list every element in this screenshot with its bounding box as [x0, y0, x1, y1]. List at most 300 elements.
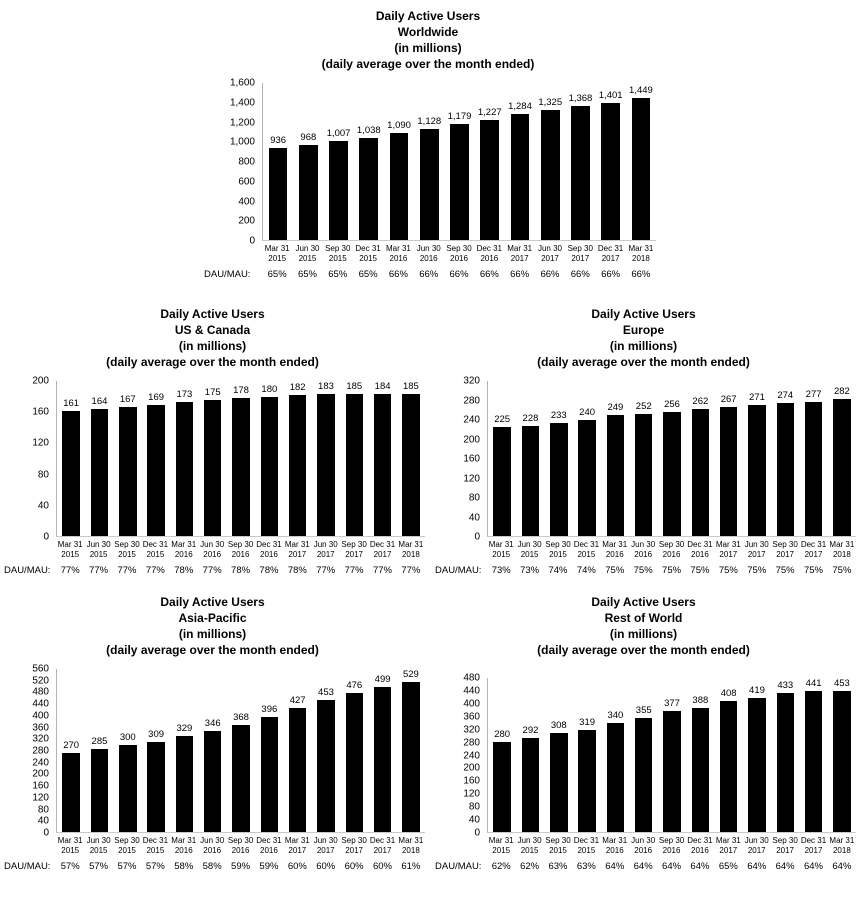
dau-mau-value: 65% [358, 269, 378, 280]
bar-slot [199, 381, 227, 536]
x-tick-label: Jun 30 2017 [744, 540, 769, 559]
x-tick-label: Dec 31 2015 [355, 244, 381, 263]
x-tick-label: Mar 31 2018 [628, 244, 654, 263]
dau-mau-value: 78% [174, 565, 194, 576]
bar [748, 698, 766, 832]
dau-mau-value: 60% [344, 861, 364, 872]
bar [119, 407, 137, 536]
y-tick-label: 0 [43, 827, 49, 839]
y-axis [0, 663, 56, 839]
dau-mau-value: 61% [401, 861, 421, 872]
chart-body [200, 77, 656, 247]
axis-spacer [0, 836, 56, 856]
bar-value-label: 309 [148, 729, 165, 741]
x-tick-label: Mar 31 2018 [398, 836, 424, 855]
dau-mau-value: 66% [601, 269, 621, 280]
bar-slot [57, 669, 85, 832]
dau-mau-value: 57% [60, 861, 80, 872]
bar-slot [142, 669, 170, 832]
y-tick-label: 400 [238, 196, 255, 207]
bar [346, 394, 364, 536]
y-tick-label: 440 [32, 698, 49, 710]
dau-mau-value: 75% [803, 565, 823, 576]
x-tick-label: Mar 31 2018 [829, 836, 855, 855]
bar-value-label: 368 [233, 711, 249, 723]
y-tick-label: 360 [32, 722, 49, 734]
x-tick-label: Dec 31 2016 [256, 836, 282, 855]
y-tick-label: 520 [32, 675, 49, 687]
x-tick-label: Mar 31 2017 [284, 540, 310, 559]
x-tick-label: Jun 30 2015 [295, 244, 320, 263]
y-tick-label: 200 [238, 215, 255, 227]
chart-title-region: US & Canada [174, 323, 251, 337]
bar-slot [368, 669, 396, 832]
chart-title-region: Asia-Pacific [178, 611, 247, 625]
bar [289, 708, 307, 832]
bar-value-label: 329 [176, 723, 193, 735]
chart-title-note: (daily average over the month ended) [537, 643, 750, 657]
dau-mau-value: 75% [747, 565, 767, 576]
bar-value-label: 185 [346, 381, 363, 392]
x-axis [431, 540, 856, 560]
x-tick-label: Sep 30 2017 [772, 540, 798, 559]
bar-value-label: 271 [749, 391, 765, 403]
x-tick-label: Sep 30 2017 [567, 244, 593, 263]
bar-slot [85, 669, 113, 832]
x-tick-label: Dec 31 2015 [142, 540, 169, 559]
chart-title-line: Daily Active Users [160, 307, 265, 321]
x-tick-labels [262, 244, 656, 264]
bar [62, 411, 80, 536]
chart-title-region: Worldwide [397, 25, 459, 39]
dau-mau-value: 77% [316, 565, 336, 576]
x-tick-label: Mar 31 2016 [171, 836, 197, 855]
dau-mau-value: 64% [605, 861, 625, 872]
chart-title-units: (in millions) [609, 339, 678, 353]
bar-slot [771, 381, 799, 536]
x-tick-label: Mar 31 2015 [488, 540, 514, 559]
x-tick-label: Mar 31 2016 [602, 540, 628, 559]
x-tick-label: Dec 31 2017 [800, 836, 827, 855]
bar-slot [397, 381, 425, 536]
x-tick-label: Dec 31 2017 [369, 540, 396, 559]
x-tick-label: Sep 30 2015 [114, 540, 140, 559]
dau-mau-value: 62% [520, 861, 540, 872]
bar-slot [312, 381, 340, 536]
bar-slot [565, 83, 595, 240]
dau-mau-value: 66% [449, 269, 469, 280]
dau-mau-value: 64% [747, 861, 767, 872]
bar-slot [142, 381, 170, 536]
bar-value-label: 427 [289, 694, 306, 706]
bar [833, 691, 851, 832]
dau-mau-values [487, 565, 856, 576]
x-tick-label: Jun 30 2017 [313, 540, 338, 559]
bar-slot [312, 669, 340, 832]
y-tick-label: 200 [32, 768, 49, 780]
bar-slot [573, 678, 601, 832]
bar-value-label: 169 [148, 392, 165, 404]
y-tick-label: 80 [468, 801, 480, 813]
bar-value-label: 377 [664, 698, 680, 710]
bar-slot [414, 83, 444, 240]
x-tick-labels [56, 540, 425, 560]
dau-mau-value: 58% [202, 861, 222, 872]
y-tick-label: 320 [463, 724, 480, 736]
y-tick-label: 200 [463, 434, 480, 445]
x-tick-label: Jun 30 2016 [200, 836, 225, 855]
bar-value-label: 1,128 [417, 116, 442, 128]
bar-slot [488, 381, 516, 536]
dau-mau-value: 75% [718, 565, 738, 576]
dau-mau-value: 58% [174, 861, 194, 872]
bar-slot [771, 678, 799, 832]
bar-slot [658, 678, 686, 832]
dau-mau-value: 65% [297, 269, 317, 280]
dau-mau-value: 57% [145, 861, 165, 872]
x-tick-label: Sep 30 2016 [227, 540, 254, 559]
bar-slot [340, 669, 368, 832]
bar-value-label: 499 [374, 673, 391, 685]
dau-mau-value: 74% [548, 565, 568, 576]
bar [601, 103, 620, 240]
chart-title-units: (in millions) [178, 339, 247, 353]
plot-area [487, 381, 856, 537]
x-tick-label: Sep 30 2015 [325, 244, 351, 263]
x-tick-label: Mar 31 2017 [284, 836, 310, 855]
chart-title-units: (in millions) [394, 41, 462, 55]
chart-title-line: Daily Active Users [591, 307, 696, 321]
bar-slot [658, 381, 686, 536]
bar-slot [85, 381, 113, 536]
x-tick-label: Sep 30 2017 [341, 540, 367, 559]
dau-mau-value: 57% [89, 861, 109, 872]
bar [402, 394, 420, 536]
bar-value-label: 256 [664, 399, 680, 410]
dau-mau-value: 77% [401, 565, 421, 576]
x-tick-label: Mar 31 2017 [715, 540, 741, 559]
bar-value-label: 1,325 [538, 96, 563, 108]
bar-slot [545, 678, 573, 832]
bar [269, 148, 288, 240]
x-tick-label: Jun 30 2017 [313, 836, 338, 855]
bar-slot [384, 83, 414, 240]
plot-area [262, 83, 656, 241]
chart-body [0, 375, 425, 543]
bar [635, 414, 653, 536]
bar-slot [284, 381, 312, 536]
bar [147, 742, 165, 832]
chart-title-region: Europe [622, 323, 665, 337]
bar [359, 138, 378, 240]
bar-slot [715, 381, 743, 536]
x-tick-label: Mar 31 2015 [57, 540, 83, 559]
dau-mau-value: 75% [605, 565, 625, 576]
x-axis [200, 244, 656, 264]
y-tick-label: 1,400 [229, 97, 255, 109]
dau-mau-value: 65% [718, 861, 738, 872]
bar-slot [284, 669, 312, 832]
bar-slot [57, 381, 85, 536]
bar [261, 397, 279, 537]
dau-mau-value: 64% [832, 861, 852, 872]
chart-title [0, 594, 425, 658]
y-tick-label: 440 [463, 685, 480, 697]
bar-slot [715, 678, 743, 832]
bar-value-label: 184 [374, 381, 391, 392]
x-tick-label: Jun 30 2016 [631, 540, 656, 559]
bar [805, 402, 823, 536]
y-tick-label: 80 [37, 804, 49, 816]
y-axis [0, 375, 56, 543]
chart-title-note: (daily average over the month ended) [321, 57, 535, 71]
bar [261, 717, 279, 832]
y-tick-label: 280 [32, 745, 49, 757]
dau-mau-value: 78% [231, 565, 251, 576]
y-tick-label: 1,600 [229, 77, 255, 89]
x-tick-label: Mar 31 2016 [171, 540, 197, 559]
bar-value-label: 180 [261, 383, 278, 395]
x-tick-label: Dec 31 2016 [687, 836, 713, 855]
dau-mau-value: 60% [316, 861, 336, 872]
y-tick-label: 200 [32, 375, 49, 387]
y-tick-label: 320 [463, 375, 480, 387]
axis-spacer [0, 540, 56, 560]
bar-value-label: 249 [607, 402, 624, 414]
x-tick-label: Mar 31 2017 [715, 836, 741, 855]
dau-mau-value: 77% [60, 565, 80, 576]
bar-value-label: 1,090 [387, 120, 411, 132]
bar-slot [630, 381, 658, 536]
x-tick-label: Jun 30 2017 [537, 244, 562, 263]
bar-value-label: 408 [720, 688, 737, 700]
bar-slot [535, 83, 565, 240]
dau-mau-row [0, 861, 425, 872]
bar-value-label: 228 [522, 412, 539, 424]
y-tick-label: 80 [37, 469, 49, 481]
chart-title-units: (in millions) [609, 627, 678, 641]
y-tick-label: 160 [463, 453, 480, 465]
bar-value-label: 396 [261, 703, 278, 715]
dau-mau-label: DAU/MAU: [4, 565, 51, 576]
dau-mau-label: DAU/MAU: [204, 269, 251, 280]
plot-area [56, 669, 425, 833]
chart-title-line: Daily Active Users [160, 595, 265, 609]
bar-slot [573, 381, 601, 536]
dau-mau-value: 65% [328, 269, 348, 280]
bar-value-label: 308 [550, 720, 567, 732]
y-tick-label: 40 [37, 815, 49, 827]
bar [720, 701, 738, 832]
y-tick-label: 1,000 [229, 136, 255, 148]
y-tick-label: 0 [249, 235, 255, 247]
bar-slot [828, 678, 856, 832]
bar [119, 745, 137, 832]
x-tick-label: Jun 30 2016 [200, 540, 225, 559]
bar [317, 700, 335, 832]
dau-mau-value: 75% [662, 565, 682, 576]
bar-value-label: 936 [270, 135, 287, 147]
bar-slot [828, 381, 856, 536]
bar-value-label: 968 [300, 132, 317, 144]
x-tick-label: Jun 30 2015 [517, 540, 542, 559]
bar-slot [397, 669, 425, 832]
dau-mau-value: 66% [510, 269, 530, 280]
dau-mau-row [431, 565, 856, 576]
bar-value-label: 529 [402, 669, 419, 680]
bar [374, 394, 392, 536]
bar-slot [601, 381, 629, 536]
x-tick-label: Dec 31 2015 [573, 540, 600, 559]
bar [607, 723, 625, 832]
bar-slot [293, 83, 323, 240]
dau-mau-value: 59% [259, 861, 279, 872]
dau-mau-value: 59% [231, 861, 251, 872]
dau-mau-values [262, 269, 656, 280]
y-tick-label: 400 [463, 698, 480, 710]
bar-value-label: 1,284 [508, 101, 532, 113]
x-tick-label: Dec 31 2017 [800, 540, 827, 559]
bar-slot [368, 381, 396, 536]
dau-mau-value: 57% [117, 861, 137, 872]
dau-mau-row [0, 565, 425, 576]
bar [663, 711, 681, 832]
bar-value-label: 183 [318, 381, 334, 393]
y-tick-label: 120 [32, 437, 49, 449]
bar-slot [114, 669, 142, 832]
x-tick-label: Mar 31 2018 [829, 540, 855, 559]
bar-value-label: 277 [805, 388, 822, 400]
dau-mau-value: 66% [631, 269, 651, 280]
bar-slot [686, 381, 714, 536]
y-tick-label: 240 [463, 414, 480, 426]
dau-mau-value: 66% [419, 269, 439, 280]
y-tick-label: 160 [32, 406, 49, 418]
bar-value-label: 453 [833, 678, 850, 689]
axis-spacer [431, 836, 487, 856]
bar-value-label: 1,449 [629, 84, 653, 96]
x-tick-label: Jun 30 2015 [86, 836, 111, 855]
bar [420, 129, 439, 240]
chart-title [200, 8, 656, 72]
chart-row-bottom [0, 594, 856, 872]
dau-mau-value: 75% [690, 565, 710, 576]
y-tick-label: 480 [463, 672, 480, 684]
y-tick-label: 160 [32, 780, 49, 792]
x-tick-label: Jun 30 2015 [517, 836, 542, 855]
bar [511, 114, 530, 240]
bar-slot [596, 83, 626, 240]
y-tick-label: 160 [463, 775, 480, 787]
bar [232, 398, 250, 536]
bar-slot [488, 678, 516, 832]
bar [91, 749, 109, 832]
bar-slot [505, 83, 535, 240]
bar-slot [255, 381, 283, 536]
bar [777, 403, 795, 536]
y-tick-label: 80 [468, 492, 480, 504]
bar-value-label: 225 [494, 414, 511, 426]
y-tick-label: 40 [37, 500, 49, 512]
x-tick-label: Mar 31 2015 [264, 244, 290, 263]
bar-slot [199, 669, 227, 832]
bar [299, 145, 318, 240]
y-axis [431, 672, 487, 839]
bar-value-label: 476 [346, 680, 363, 692]
x-tick-label: Mar 31 2018 [398, 540, 424, 559]
y-tick-label: 400 [32, 710, 49, 722]
chart-europe [431, 306, 856, 576]
x-tick-label: Sep 30 2015 [114, 836, 140, 855]
x-tick-label: Sep 30 2017 [772, 836, 798, 855]
y-tick-label: 240 [463, 750, 480, 761]
dau-mau-value: 64% [803, 861, 823, 872]
dau-mau-values [56, 861, 425, 872]
axis-spacer [431, 540, 487, 560]
bar [232, 725, 250, 832]
bar-value-label: 285 [91, 736, 108, 748]
bar-value-label: 346 [204, 718, 221, 730]
chart-body [0, 663, 425, 839]
bar-slot [686, 678, 714, 832]
x-tick-label: Mar 31 2016 [602, 836, 628, 855]
chart-title-note: (daily average over the month ended) [106, 643, 319, 657]
bar [550, 733, 568, 832]
dau-mau-value: 65% [267, 269, 287, 280]
dau-mau-value: 75% [633, 565, 653, 576]
x-tick-label: Jun 30 2016 [631, 836, 656, 855]
bar-value-label: 280 [494, 729, 511, 741]
y-tick-label: 40 [468, 814, 480, 826]
y-tick-label: 480 [32, 686, 49, 698]
dau-mau-value: 66% [570, 269, 590, 280]
chart-title-region: Rest of World [604, 611, 683, 625]
bar-slot [475, 83, 505, 240]
dau-mau-value: 64% [690, 861, 710, 872]
bar-slot [626, 83, 656, 240]
bar [402, 682, 420, 832]
bar-value-label: 340 [607, 709, 624, 721]
y-tick-label: 280 [463, 395, 480, 406]
dau-mau-row [200, 269, 656, 280]
x-tick-labels [487, 836, 856, 856]
x-tick-label: Sep 30 2016 [658, 836, 685, 855]
dau-mau-value: 64% [662, 861, 682, 872]
bar [390, 133, 409, 240]
chart-title-units: (in millions) [178, 627, 247, 641]
bar-value-label: 300 [119, 731, 136, 743]
bar [550, 423, 568, 536]
bar [571, 106, 590, 240]
dau-mau-value: 78% [287, 565, 307, 576]
chart-body [431, 375, 856, 543]
dau-mau-value: 77% [372, 565, 392, 576]
bar [805, 691, 823, 832]
x-tick-label: Mar 31 2015 [488, 836, 514, 855]
bar-value-label: 185 [402, 381, 419, 392]
bar-value-label: 274 [777, 390, 794, 402]
bar-value-label: 182 [289, 381, 306, 393]
bar-slot [227, 669, 255, 832]
bar-slot [323, 83, 353, 240]
y-tick-label: 1,200 [229, 117, 255, 128]
x-tick-label: Sep 30 2016 [658, 540, 685, 559]
bar-value-label: 252 [635, 400, 652, 412]
bar [346, 693, 364, 832]
bar [204, 400, 222, 536]
dau-mau-value: 60% [287, 861, 307, 872]
x-tick-label: Sep 30 2015 [545, 540, 571, 559]
